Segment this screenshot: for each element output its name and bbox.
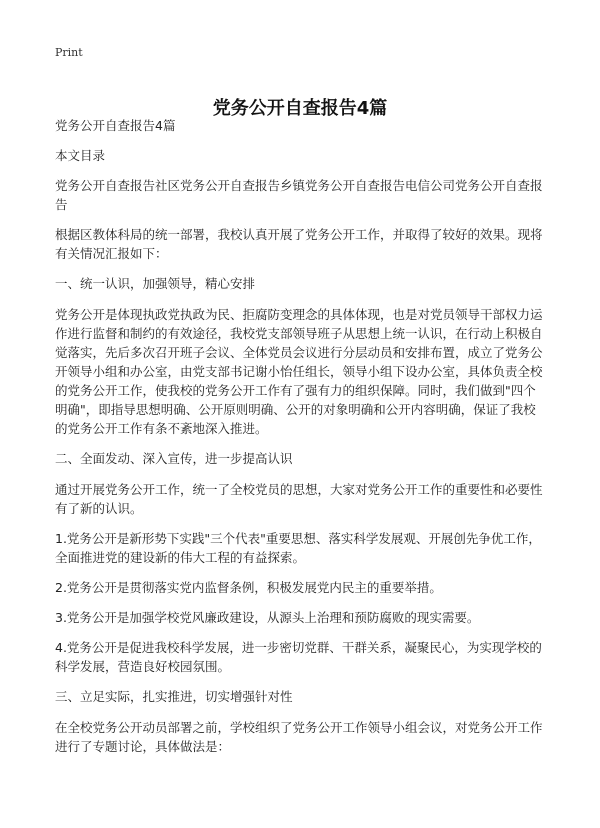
list-item-4: 4.党务公开是促进我校科学发展，进一步密切党群、干群关系，凝聚民心，为实现学校的科学发展，营造良好校园氛围。 (55, 640, 542, 674)
toc-list: 党务公开自查报告社区党务公开自查报告乡镇党务公开自查报告电信公司党务公开自查报告 (55, 178, 543, 212)
section-heading-3: 三、立足实际，扎实推进，切实增强针对性 (55, 689, 293, 704)
list-item-2: 2.党务公开是贯彻落实党内监督条例，积极发展党内民主的重要举措。 (55, 580, 442, 595)
toc-label: 本文目录 (55, 148, 106, 163)
list-item-1: 1.党务公开是新形势下实践"三个代表"重要思想、落实科学发展观、开展创先争优工作，全面推进党的建设新的伟大工程的有益探索。 (55, 531, 541, 565)
section-heading-2: 二、全面发动、深入宣传，进一步提高认识 (55, 451, 293, 466)
intro-paragraph: 根据区教体科局的统一部署，我校认真开展了党务公开工作，并取得了较好的效果。现将有关情况汇报如下： (55, 227, 543, 261)
subtitle: 党务公开自查报告4篇 (55, 118, 176, 133)
document-body (55, 116, 547, 767)
document-title: 党务公开自查报告4篇 (212, 98, 388, 120)
print-link[interactable]: Print (55, 46, 83, 59)
section-3-paragraph: 在全校党务公开动员部署之前，学校组织了党务公开工作领导小组会议，对党务公开工作进行了专题讨论，具体做法是： (55, 720, 543, 754)
list-item-3: 3.党务公开是加强学校党风廉政建设，从源头上治理和预防腐败的现实需要。 (55, 610, 480, 625)
section-heading-1: 一、统一认识，加强领导，精心安排 (55, 276, 256, 291)
section-2-paragraph: 通过开展党务公开工作，统一了全校党员的思想，大家对党务公开工作的重要性和必要性有了新的认识。 (55, 482, 543, 516)
section-1-paragraph: 党务公开是体现执政党执政为民、拒腐防变理念的具体体现，也是对党员领导干部权力运作进行监督和制约的有效途径，我校党支部领导班子从思想上统一认识，在行动上积极自觉落实，先后多次召开班子会议、全体党员会议进行分层动员和安排布置，成立了党务公开领导小组和办公室，由党支部书记谢小怡任组长，领导小组下设办公室，具体负责全校的党务公开工作，使我校的党务公开工作有了强有力的组织保障。同时，我们做到"四个明确"，即指导思想明确、公开原则明确、公开的对象明确和公开内容明确，保证了我校的党务公开工作有条不紊地深入推进。 (55, 307, 543, 436)
